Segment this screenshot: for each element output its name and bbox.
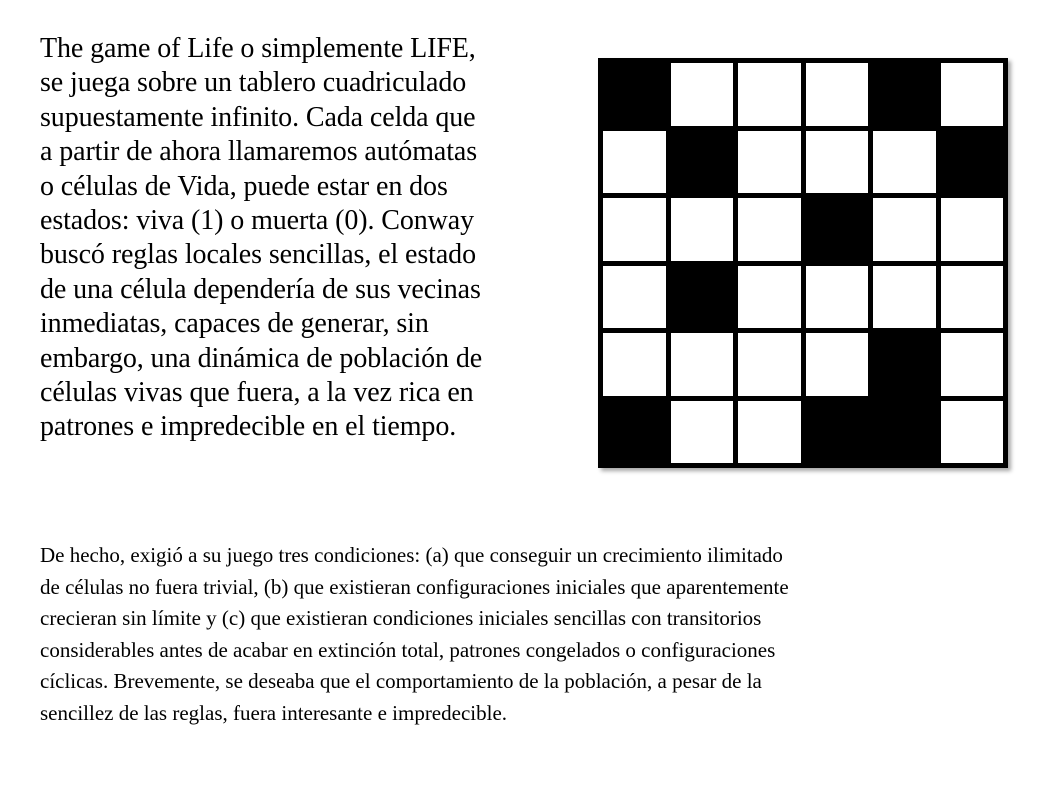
detail-line: crecieran sin límite y (c) que existieran condiciones iniciales sencillas con transitorios [40,606,762,631]
dead-cell [603,198,666,261]
detail-line: sencillez de las reglas, fuera interesante e impredecible. [40,700,508,725]
dead-cell [873,266,936,329]
dead-cell [806,63,869,126]
intro-line: embargo, una dinámica de población de [40,342,483,374]
dead-cell [738,266,801,329]
dead-cell [806,266,869,329]
intro-line: inmediatas, capaces de generar, sin [40,308,429,340]
dead-cell [941,63,1004,126]
intro-line: estados: viva (1) o muerta (0). Conway [40,205,474,237]
dead-cell [671,401,734,464]
alive-cell [603,401,666,464]
intro-line: a partir de ahora llamaremos autómatas [40,136,478,168]
dead-cell [738,333,801,396]
alive-cell [671,266,734,329]
detail-line: De hecho, exigió a su juego tres condiciones: (a) que conseguir un crecimiento ilimitado [40,543,783,567]
dead-cell [671,333,734,396]
detail-line: cíclicas. Brevemente, se deseaba que el comportamiento de la población, a pesar de la [40,669,762,694]
dead-cell [941,333,1004,396]
alive-cell [603,63,666,126]
intro-line: se juega sobre un tablero cuadriculado [40,67,467,99]
intro-paragraph [40,32,560,445]
intro-line: The game of Life o simplemente LIFE, [40,33,476,64]
intro-line: supuestamente infinito. Cada celda que [40,101,476,133]
dead-cell [603,131,666,194]
alive-cell [806,401,869,464]
alive-cell [873,401,936,464]
detail-line: de células no fuera trivial, (b) que existieran configuraciones iniciales que aparentemente [40,574,789,599]
dead-cell [738,131,801,194]
dead-cell [671,198,734,261]
intro-line: buscó reglas locales sencillas, el estado [40,239,476,271]
alive-cell [806,198,869,261]
dead-cell [738,63,801,126]
intro-line: patrones e impredecible en el tiempo. [40,411,457,443]
life-board-grid [598,58,1008,468]
dead-cell [941,266,1004,329]
dead-cell [603,266,666,329]
dead-cell [873,198,936,261]
dead-cell [671,63,734,126]
dead-cell [806,333,869,396]
alive-cell [671,131,734,194]
dead-cell [941,401,1004,464]
alive-cell [873,333,936,396]
detail-paragraph [40,540,1040,730]
dead-cell [738,401,801,464]
dead-cell [941,198,1004,261]
dead-cell [603,333,666,396]
alive-cell [941,131,1004,194]
dead-cell [873,131,936,194]
dead-cell [738,198,801,261]
detail-line: considerables antes de acabar en extinción total, patrones congelados o configuraciones [40,637,776,662]
intro-line: de una célula dependería de sus vecinas [40,273,481,305]
dead-cell [806,131,869,194]
intro-line: células vivas que fuera, a la vez rica en [40,377,474,409]
alive-cell [873,63,936,126]
intro-line: o células de Vida, puede estar en dos [40,170,448,202]
